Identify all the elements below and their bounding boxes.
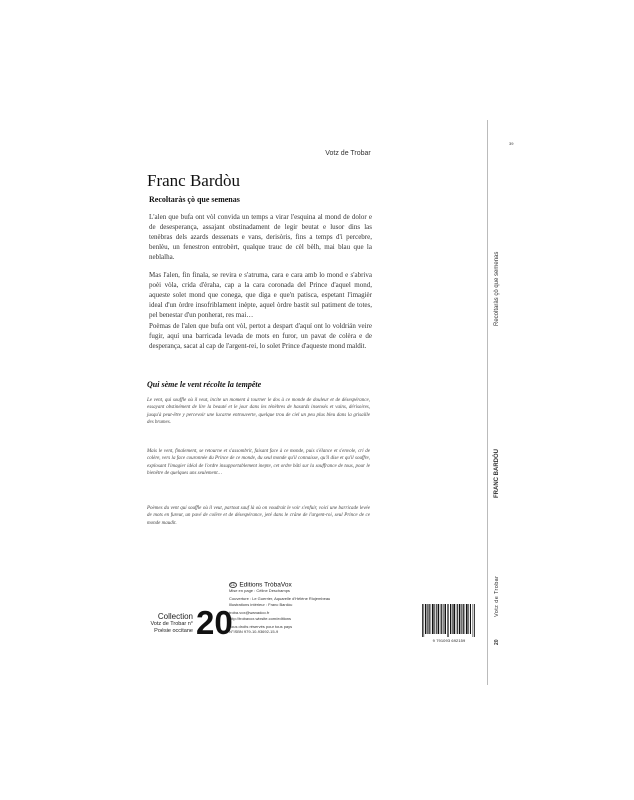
barcode-digits: 9 791093 692159: [432, 638, 466, 643]
spine-number: 20: [494, 639, 500, 645]
collection-series: Votz de Trobar n°: [150, 621, 193, 627]
french-title: Qui sème le vent récolte la tempête: [147, 380, 262, 389]
publisher-name: Editions TròbaVox: [239, 581, 292, 589]
occitan-paragraph-2: Mas l'alen, fin finala, se revira e s'atruma, cara e cara amb lo mond e s'abriva poèi vòla, crida d'èraha, cap a la cara coronada del Prince d'aquel mond, aqueste solet mond que conega, que diga e que'n patisca, espetant l'imagièr ideal d'un òrdre insofriblament inèpte, aquel òrdre bastit sul patiment de totes, pel benestar d'un ponherat, res mai…: [149, 271, 372, 320]
french-paragraph-1: Le vent, qui souffle où il veut, incite un moment à tourner le dos à ce monde de douleur et de désespérance, essayant obstinément de lire la beauté et le jour dans les ténèbres de hasards insensés et vains, dérisoires, jusqu'à peut-être y percevoir une lucarne entrouverte, quelque trou de ciel un peu plus bleu dans la grisaille des brumes.: [147, 398, 370, 426]
spine-title: Recoltaràs çò que semenas: [494, 251, 500, 326]
layout-credit: Mise en page : Céline Deschamps: [229, 588, 290, 594]
collection-block: [131, 612, 193, 635]
publisher-email[interactable]: troba.vox@wanadoo.fr: [229, 610, 270, 616]
french-paragraph-3: Poèmes du vent qui souffle où il veut, partout sauf là où on voudrait le voir s'enfuir, voici une barricade levée de mots en fureur, un pavé de colère et de désespérance, jeté dans le crâne de l'argent-roi, seul Prince de ce monde maudit.: [147, 506, 370, 526]
author-name: Franc Bardòu: [147, 171, 241, 190]
isbn: N°ISBN 979-10-93692-15-9: [229, 629, 279, 635]
rights-notice: Tous droits réservés pour tous pays: [229, 623, 293, 629]
creative-commons-icon: cc: [230, 582, 235, 587]
collection-genre: Poésie occitane: [154, 628, 193, 634]
spine-series: Votz de Trobar: [494, 575, 500, 617]
publisher-website[interactable]: http://trobavox.wixsite.com/editions: [229, 615, 292, 621]
collection-label: Collection: [157, 612, 193, 621]
french-paragraph-2: Mais le vent, finalement, se retourne et s'assombrit, faisant face à ce monde, puis s'élance et s'envole, cri de colère, vers la face couronnée du Prince de ce monde, du seul monde qu'il connaisse, qu'il dise et qu'il souffre, explosant l'imagier idéal de l'ordre insupportablement inepte, cet ordre bâti sur la souffrance de tous, pour le bienêtre de quelques uns seulement…: [147, 449, 370, 477]
book-title: Recoltaràs çò que semenas: [149, 195, 240, 204]
occitan-paragraph-3: Poèmas de l'alen que bufa ont vòl, pertot a despart d'aquí ont lo voldrián veire fugir, aquí una barricada levada de mots en furor, un pavat de colèra e de desperança, sacat al cap de l'argent-rei, lo solet Prince d'aqueste mond maldit.: [149, 322, 372, 351]
illustration-credit: Illustrations intérieur : Franc Bardòu: [229, 602, 293, 607]
spine-author: FRANC BARDÒU: [494, 449, 500, 498]
publisher-block: [229, 582, 330, 635]
cover-credit: Couverture : Le Guerrier, Aquarelle d'Hélène Riojembeau: [229, 596, 331, 602]
series-title: Votz de Trobar: [325, 150, 371, 157]
page-number: 39: [509, 141, 514, 146]
collection-number: 20: [196, 604, 233, 641]
occitan-paragraph-1: L'alen que bufa ont vòl convida un temps a virar l'esquina al mond de dolor e de desesperança, assajant obstinadament de legir beutat e lusor dins las tenèbras dels azards dessenats e vans, derisòris, fins a temps d'i percebre, benlèu, un fenestron entrobèrt, qualque trauc de cèl bèlh, mai blau que la neblalha.: [149, 213, 372, 262]
barcode-icon: [421, 604, 477, 637]
spine-fold-line: [487, 120, 488, 685]
